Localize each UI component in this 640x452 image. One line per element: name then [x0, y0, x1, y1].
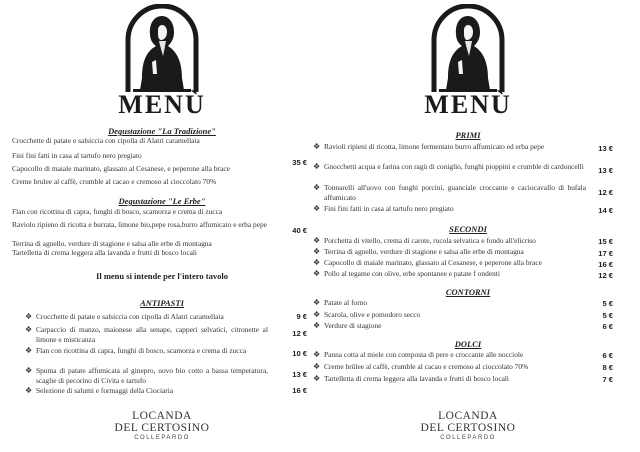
bullet-icon: ❖ [25, 386, 33, 395]
item-price: 16 € [292, 386, 307, 395]
brand-line-1: LOCANDA [132, 410, 192, 422]
contorni-title: CONTORNI [445, 287, 491, 297]
bullet-icon: ❖ [313, 321, 321, 330]
dolci-title: DOLCI [454, 339, 482, 349]
brand-location: COLLEPARDO [440, 435, 496, 441]
secondi-title: SECONDI [449, 224, 487, 234]
menu-page-left [12, 0, 312, 452]
item-price: 5 € [602, 299, 613, 308]
item-price: 13 € [598, 166, 613, 175]
degustazione-line: Creme brulee al caffè, crumble al cacao e cremoso al cioccolato 70% [12, 177, 217, 186]
item-price: 7 € [602, 375, 613, 384]
item-price: 13 € [598, 144, 613, 153]
bullet-icon: ❖ [313, 374, 321, 383]
menu-item: ❖ Capocollo di maiale marinato, glassato al Cesanese, e peperone alla brace [313, 258, 542, 267]
item-price: 9 € [296, 312, 307, 321]
degustazione-price: 40 € [292, 226, 307, 235]
bullet-icon: ❖ [313, 310, 321, 319]
degustazione-line: Tartelletta di crema leggera alla lavanda e frutti di bosco locali [12, 248, 197, 257]
degustazione-line: Flan con ricottina di capra, funghi di bosco, scamorza e crema di zucca [12, 207, 223, 216]
brand-line-2: DEL CERTOSINO [114, 422, 210, 434]
menu-title: MENÙ [118, 90, 206, 119]
menu-item: ❖ Verdure di stagione [313, 321, 382, 330]
bullet-icon: ❖ [313, 269, 321, 278]
item-price: 12 € [598, 271, 613, 280]
item-price: 6 € [602, 322, 613, 331]
degustazione-line: Terrina di agnello, verdure di stagione e salsa alle erbe di montagna [12, 239, 212, 248]
bullet-icon: ❖ [313, 142, 321, 151]
bullet-icon: ❖ [313, 204, 321, 213]
degustazione-line: Crocchette di patate e salsiccia con cipolla di Alatri caramellata [12, 136, 200, 145]
item-price: 12 € [292, 329, 307, 338]
bullet-icon: ❖ [25, 346, 33, 355]
footer-brand [318, 410, 618, 441]
menu-item: ❖ Panna cotta al miele con composta di pere e croccante alle nocciole [313, 350, 524, 359]
menu-item: ❖ Patate al forno [313, 298, 368, 307]
item-price: 14 € [598, 206, 613, 215]
menu-page-right [313, 0, 618, 452]
item-price: 17 € [598, 249, 613, 258]
bullet-icon: ❖ [313, 183, 321, 192]
menu-item: ❖ Tonnarelli all'uovo con funghi porcini, guanciale croccante e caciocavallo di bufala affumicato [313, 183, 586, 202]
degustazione-tradizione-title: Degustazione "La Tradizione" [108, 126, 216, 136]
item-price: 5 € [602, 311, 613, 320]
menu-item: ❖ Spuma di patate affumicata al ginepro, uovo bio cotto a bassa temperatura, scaglie di pecorino di Civita e tartufo [25, 366, 268, 385]
item-price: 10 € [292, 349, 307, 358]
table-note: Il menu si intende per l'intero tavolo [96, 271, 228, 281]
monk-logo [123, 4, 201, 92]
brand-line-1: LOCANDA [438, 410, 498, 422]
menu-item: ❖ Scarola, olive e pomodoro secco [313, 310, 421, 319]
brand-line-2: DEL CERTOSINO [420, 422, 516, 434]
menu-item: ❖ Creme brûlee al caffè, crumble al cacao e cremoso al cioccolato 70% [313, 362, 529, 371]
menu-item: ❖ Crocchette di patate e salsiccia con cipolla di Alatri caramellata [25, 312, 224, 321]
menu-item: ❖ Fini fini fatti in casa al tartufo nero pregiato [313, 204, 454, 213]
menu-item: ❖ Pollo al tegame con olive, erbe spontanee e patate f ondenti [313, 269, 500, 278]
bullet-icon: ❖ [313, 236, 321, 245]
item-price: 15 € [598, 237, 613, 246]
menu-item: ❖ Carpaccio di manzo, maionese alla senape, capperi selvatici, citronette al limone e misticanza [25, 325, 268, 344]
bullet-icon: ❖ [25, 312, 33, 321]
bullet-icon: ❖ [25, 366, 33, 375]
menu-item: ❖ Tartelletta di crema leggera alla lavanda e frutti di bosco locali [313, 374, 509, 383]
bullet-icon: ❖ [313, 298, 321, 307]
menu-item: ❖ Terrina di agnello, verdure di stagione e salsa alle erbe di montagna [313, 247, 524, 256]
bullet-icon: ❖ [313, 362, 321, 371]
bullet-icon: ❖ [313, 350, 321, 359]
bullet-icon: ❖ [313, 258, 321, 267]
item-price: 13 € [292, 370, 307, 379]
primi-title: PRIMI [455, 130, 481, 140]
degustazione-line: Raviolo ripieno di ricotta e burrata, limone bio,pepe rosa,burro affumicato e erba pepe [12, 220, 267, 229]
item-price: 6 € [602, 351, 613, 360]
menu-title: MENÙ [424, 90, 512, 119]
item-price: 8 € [602, 363, 613, 372]
item-price: 16 € [598, 260, 613, 269]
degustazione-erbe-title: Degustazione "Le Erbe" [118, 196, 206, 206]
monk-logo [429, 4, 507, 92]
degustazione-line: Fini fini fatti in casa al tartufo nero pregiato [12, 151, 142, 160]
footer-brand [12, 410, 312, 441]
menu-item: ❖ Flan con ricottina di capra, funghi di bosco, scamorza e crema di zucca [25, 346, 247, 355]
bullet-icon: ❖ [313, 247, 321, 256]
degustazione-line: Capocollo di maiale marinato, glassato al Cesanese, e peperone alla brace [12, 164, 230, 173]
menu-item: ❖ Gnocchetti acqua e farina con ragù di coniglio, funghi pioppini e crumble di cardoncelli [313, 162, 584, 171]
menu-item: ❖ Ravioli ripieni di ricotta, limone fermentato burro affumicato ed erba pepe [313, 142, 545, 151]
brand-location: COLLEPARDO [134, 435, 190, 441]
bullet-icon: ❖ [25, 325, 33, 334]
antipasti-title: ANTIPASTI [140, 298, 184, 308]
degustazione-price: 35 € [292, 158, 307, 167]
menu-item: ❖ Porchetta di vitello, crema di carote, rucola selvatica e fondo all'elicriso [313, 236, 536, 245]
item-price: 12 € [598, 188, 613, 197]
bullet-icon: ❖ [313, 162, 321, 171]
menu-item: ❖ Selezione di salumi e formaggi della Ciociaria [25, 386, 174, 395]
